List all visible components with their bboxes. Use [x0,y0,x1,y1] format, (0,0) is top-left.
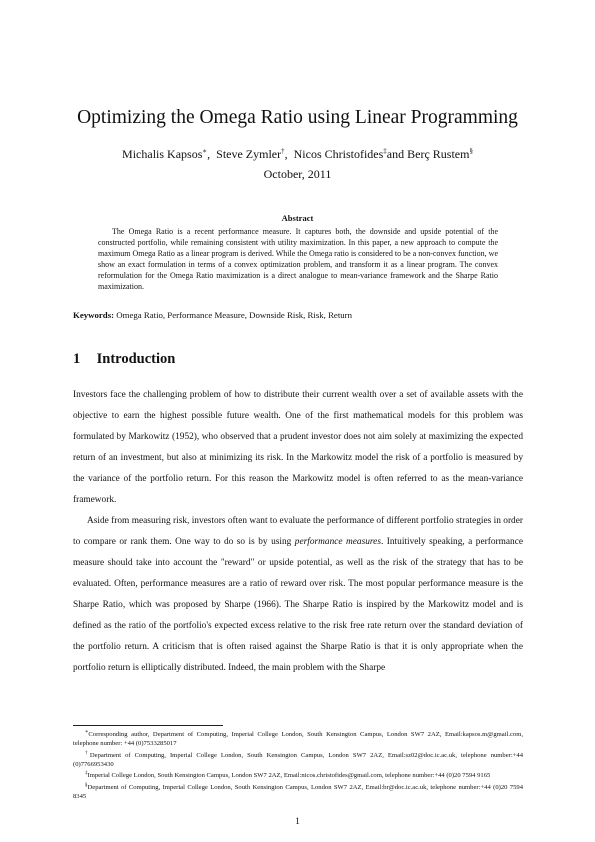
author-mark: ‡ [383,147,387,155]
footnote [73,749,523,770]
keywords [73,309,523,321]
author-name: Nicos Christofides [293,147,384,161]
footnote-mark: § [85,782,88,788]
emphasis-text: performance measures [294,537,381,547]
section-number: 1 [73,351,81,367]
footnote-text: Corresponding author, Department of Computing, Imperial College London, South Kensington Campus, London SW7 2AZ, Email:kapsos.m@gmail.com, telephone number: +44 (0)7533285017 [73,731,523,748]
paragraph-text: Aside from measuring risk, investors often want to evaluate the performance of different portfolio strategies in order to compare or rank them. One way to do so is by using [73,516,523,547]
abstract-text [98,226,498,292]
footnote-mark: ∗ [85,730,89,735]
paper-date: October, 2011 [263,167,332,181]
section-heading [73,351,175,368]
footnote-text: Department of Computing, Imperial College London, South Kensington Campus, London SW7 2AZ, Email:br@doc.ic.ac.uk, telephone number:+44 (0)20 7594 8345 [73,783,523,800]
body-text [73,385,523,679]
footnote [73,728,523,749]
author-name: Steve Zymler [216,147,282,161]
author-mark: § [469,147,473,155]
author-mark: † [281,147,285,155]
abstract-heading: Abstract [281,213,314,223]
footnote-text: Imperial College London, South Kensington Campus, London SW7 2AZ, Email:nicos.christofides@gmail.com, telephone number:+44 (0)20 7594 9165 [87,772,491,780]
footnote [73,781,523,802]
author-list: Michalis Kapsos∗, Steve Zymler†, Nicos Christofides‡and Berç Rustem§ [122,147,473,161]
footnote [73,769,523,780]
abstract-body: The Omega Ratio is a recent performance measure. It captures both, the downside and upside potential of the constructed portfolio, while remaining consistent with utility maximization. In this paper, a new approach to compute the maximum Omega Ratio as a linear program is derived. While the Omega ratio is considered to be a non-convex function, we show an exact formulation in terms of a convex optimization problem, and transform it as a linear program. The convex reformulation for the Omega Ratio maximization is a direct analogue to mean-variance framework and the Sharpe Ratio maximization. [98,227,498,291]
author-name: Michalis Kapsos [122,147,203,161]
section-title: Introduction [96,351,176,367]
footnote-text: Department of Computing, Imperial College London, South Kensington Campus, London SW7 2AZ, Email:sz02@doc.ic.ac.uk, telephone number:+44 (0)7766953430 [73,751,523,768]
author-name: Berç Rustem [407,147,470,161]
keywords-text: Omega Ratio, Performance Measure, Downside Risk, Risk, Return [116,310,353,320]
footnote-mark: ‡ [85,771,88,777]
paragraph-text: . Intuitively speaking, a performance measure should take into account the "reward" or upside potential, as well as the risk of the strategy that has to be evaluated. Often, performance measures are a ratio of reward over risk. The most popular performance measure is the Sharpe Ratio, which was proposed by Sharpe (1966). The Sharpe Ratio is inspired by the Markowitz model and is defined as the ratio of the portfolio's expected excess relative to the risk free rate return over the standard deviation of the portfolio return. A criticism that is often raised against the Sharpe Ratio is that it is only appropriate when the portfolio return is elliptically distributed. Indeed, the main problem with the Sharpe [73,537,524,673]
author-mark: ∗ [202,147,208,155]
keywords-label: Keywords: [73,310,115,320]
paragraph: Investors face the challenging problem of how to distribute their current wealth over a set of available assets with the objective to earn the highest possible future wealth. One of the first mathematical models for this problem was formulated by Markowitz (1952), who observed that a prudent investor does not aim solely at maximizing the expected return of an investment, but also at minimizing its risk. In the Markowitz model the risk of a portfolio is measured by the variance of the portfolio return. For this reason the Markowitz model is often referred to as the mean-variance framework. [73,390,523,505]
footnote-rule [73,725,223,726]
paragraph [73,511,523,679]
footnote-mark: † [85,750,90,756]
page-number: 1 [295,817,300,827]
footnotes [73,728,523,801]
paper-title: Optimizing the Omega Ratio using Linear Programming [77,107,518,128]
